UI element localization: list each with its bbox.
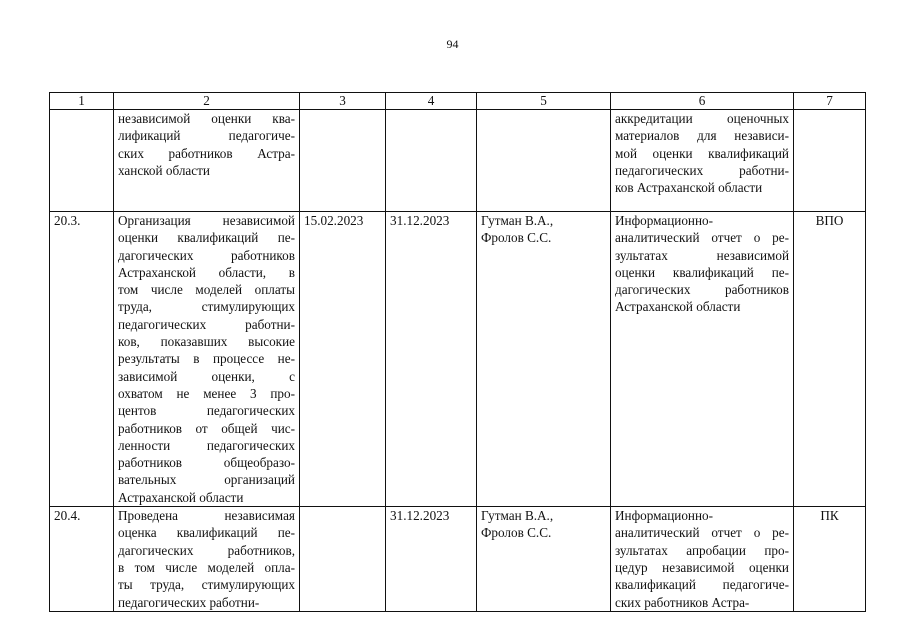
- event-text-line: лификаций педагогиче-: [118, 128, 295, 144]
- event-text: [114, 212, 300, 507]
- column-number: 4: [386, 93, 477, 110]
- result-text-line: аналитический отчет о ре-: [615, 525, 789, 541]
- responsible-text-line: Фролов С.С.: [481, 525, 552, 541]
- plan-table: [49, 92, 866, 612]
- result-text-line: педагогических работни-: [615, 162, 789, 178]
- responsible-text-line: Фролов С.С.: [481, 230, 552, 246]
- column-number-row: [50, 93, 866, 110]
- result-text-line: Информационно-: [615, 508, 714, 524]
- result-text-line: Информационно-: [615, 213, 714, 228]
- event-text: [114, 507, 300, 612]
- event-text-line: Астраханской области: [118, 489, 244, 505]
- result-type-code: ПК: [794, 507, 866, 612]
- event-text-line: ских работников Астра-: [118, 145, 295, 161]
- column-number: 7: [794, 93, 866, 110]
- start-date: [300, 507, 386, 612]
- end-date: 31.12.2023: [386, 212, 477, 507]
- start-date: [300, 110, 386, 212]
- event-text-line: независимой оценки ква-: [118, 111, 295, 126]
- item-number: 20.3.: [50, 212, 114, 507]
- responsible-text: [477, 507, 611, 612]
- end-date: 31.12.2023: [386, 507, 477, 612]
- result-text-line: дагогических работников: [615, 282, 789, 298]
- result-text: [611, 507, 794, 612]
- responsible-text: [477, 110, 611, 212]
- result-text-line: аккредитации оценочных: [615, 111, 789, 126]
- table-row: [50, 212, 866, 507]
- result-text-line: зультатах независимой: [615, 247, 789, 263]
- column-number: 3: [300, 93, 386, 110]
- event-text-line: зависимой оценки, с: [118, 368, 295, 384]
- page-number: 94: [446, 37, 459, 51]
- result-text-line: Астраханской области: [615, 299, 741, 315]
- event-text-line: ков, показавших высокие: [118, 334, 295, 350]
- item-number: [50, 110, 114, 212]
- start-date: 15.02.2023: [300, 212, 386, 507]
- result-text-line: материалов для независи-: [615, 128, 789, 144]
- event-text-line: Организация независимой: [118, 213, 295, 228]
- event-text-line: Астраханской области, в: [118, 264, 295, 280]
- column-number: 5: [477, 93, 611, 110]
- result-text-line: оценки квалификаций пе-: [615, 264, 789, 280]
- column-number: 2: [114, 93, 300, 110]
- event-text-line: ленности педагогических: [118, 437, 295, 453]
- event-text-line: оценка квалификаций пе-: [118, 525, 295, 541]
- column-number: 6: [611, 93, 794, 110]
- event-text-line: педагогических работни-: [118, 316, 295, 332]
- result-text-line: ских работников Астра-: [615, 594, 750, 610]
- responsible-text-line: Гутман В.А.,: [481, 508, 554, 524]
- result-text: [611, 110, 794, 212]
- result-text-line: ков Астраханской области: [615, 180, 763, 196]
- event-text-line: оценки квалификаций пе-: [118, 230, 295, 246]
- item-number: 20.4.: [50, 507, 114, 612]
- event-text: [114, 110, 300, 212]
- event-text-line: работников общеобразо-: [118, 455, 295, 471]
- result-text-line: аналитический отчет о ре-: [615, 230, 789, 246]
- result-text-line: квалификаций педагогиче-: [615, 577, 789, 593]
- table-row: [50, 110, 866, 212]
- event-text-line: том числе моделей оплаты: [118, 282, 295, 298]
- event-text-line: результаты в процессе не-: [118, 351, 295, 367]
- result-type-code: [794, 110, 866, 212]
- event-text-line: дагогических работников,: [118, 542, 295, 558]
- event-text-line: ты труда, стимулирующих: [118, 577, 295, 593]
- result-type-code: ВПО: [794, 212, 866, 507]
- event-text-line: ханской области: [118, 162, 210, 178]
- result-text-line: цедур независимой оценки: [615, 559, 789, 575]
- event-text-line: в том числе моделей опла-: [118, 559, 295, 575]
- event-text-line: центов педагогических: [118, 403, 295, 419]
- responsible-text: [477, 212, 611, 507]
- event-text-line: Проведена независимая: [118, 508, 295, 524]
- end-date: [386, 110, 477, 212]
- event-text-line: дагогических работников: [118, 247, 295, 263]
- event-text-line: охватом не менее 3 про-: [118, 385, 295, 401]
- column-number: 1: [50, 93, 114, 110]
- responsible-text-line: Гутман В.А.,: [481, 213, 554, 228]
- table-row: [50, 507, 866, 612]
- event-text-line: вательных организаций: [118, 472, 295, 488]
- event-text-line: работников от общей чис-: [118, 420, 295, 436]
- result-text-line: зультатах апробации про-: [615, 542, 789, 558]
- event-text-line: педагогических работни-: [118, 594, 260, 610]
- result-text: [611, 212, 794, 507]
- result-text-line: мой оценки квалификаций: [615, 145, 789, 161]
- event-text-line: труда, стимулирующих: [118, 299, 295, 315]
